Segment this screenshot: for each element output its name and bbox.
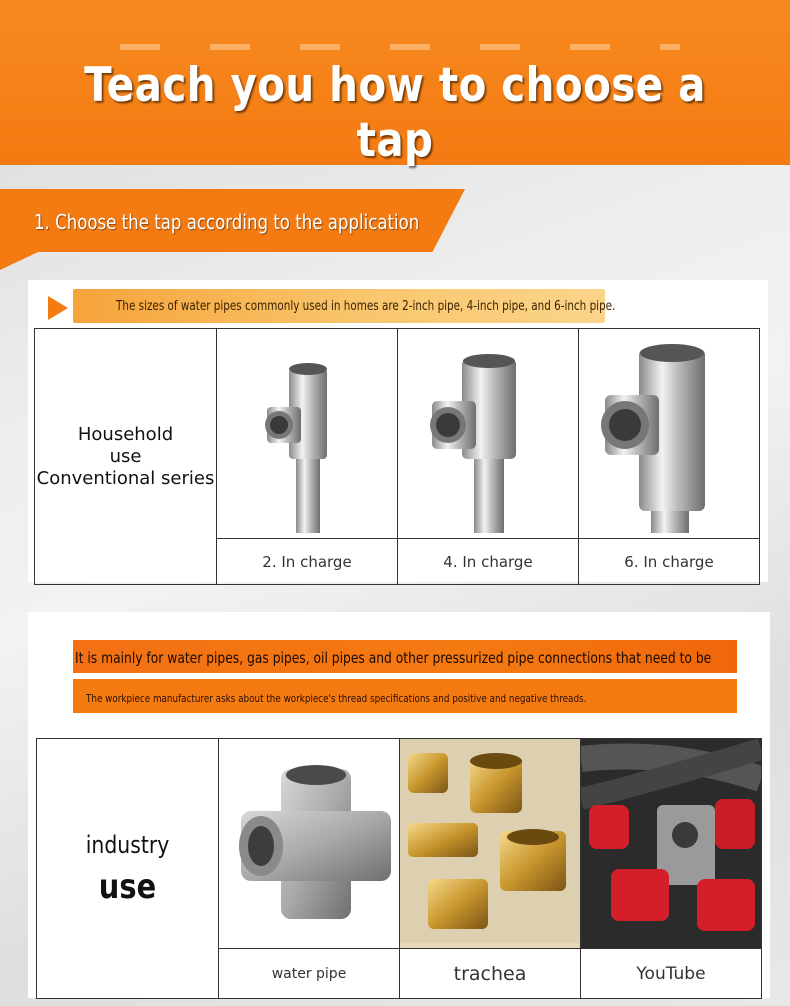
household-table [34, 328, 760, 585]
section-title: 1. Choose the tap according to the application [34, 210, 420, 234]
cross-fitting-icon [219, 739, 399, 943]
caption-6-inch: 6. In charge [579, 539, 760, 585]
hydraulic-hose-image [581, 739, 762, 949]
large-tee-fitting-image [579, 329, 760, 539]
household-label-1: Household [77, 423, 174, 445]
caption-trachea: trachea [400, 949, 581, 999]
hydraulic-hose-icon [581, 739, 761, 943]
page-title: Teach you how to choose a tap [84, 58, 706, 168]
household-label-cell [35, 329, 217, 585]
caption-water-pipe: water pipe [219, 949, 400, 999]
header-banner [0, 0, 790, 168]
section-tab-tail [0, 252, 38, 270]
industry-label-2: use [98, 866, 157, 907]
industry-panel [28, 612, 770, 998]
industry-label-1: industry [85, 830, 170, 859]
household-label-3: Conventional series [36, 467, 215, 489]
tee-fitting-icon [398, 329, 578, 533]
industry-table [36, 738, 762, 999]
caption-4-inch: 4. In charge [398, 539, 579, 585]
brass-fittings-icon [400, 739, 580, 943]
brass-fittings-image [400, 739, 581, 949]
household-label-2: use [109, 445, 142, 467]
industry-note-2: The workpiece manufacturer asks about the workpiece's thread specifications and positive and negative threads. [86, 692, 587, 705]
banner-decoration [120, 44, 680, 50]
household-note: The sizes of water pipes commonly used in homes are 2-inch pipe, 4-inch pipe, and 6-inch pipe. [116, 299, 616, 314]
industry-label-cell [37, 739, 219, 999]
caption-youtube: YouTube [581, 949, 762, 999]
galvanized-cross-fitting-image [219, 739, 400, 949]
household-panel [28, 280, 768, 582]
small-tee-fitting-image [217, 329, 398, 539]
play-marker-icon [48, 296, 68, 320]
caption-2-inch: 2. In charge [217, 539, 398, 585]
industry-note-1: It is mainly for water pipes, gas pipes, oil pipes and other pressurized pipe connections that need to be [75, 649, 712, 667]
tee-fitting-icon [579, 329, 759, 533]
medium-tee-fitting-image [398, 329, 579, 539]
tee-fitting-icon [217, 329, 397, 533]
